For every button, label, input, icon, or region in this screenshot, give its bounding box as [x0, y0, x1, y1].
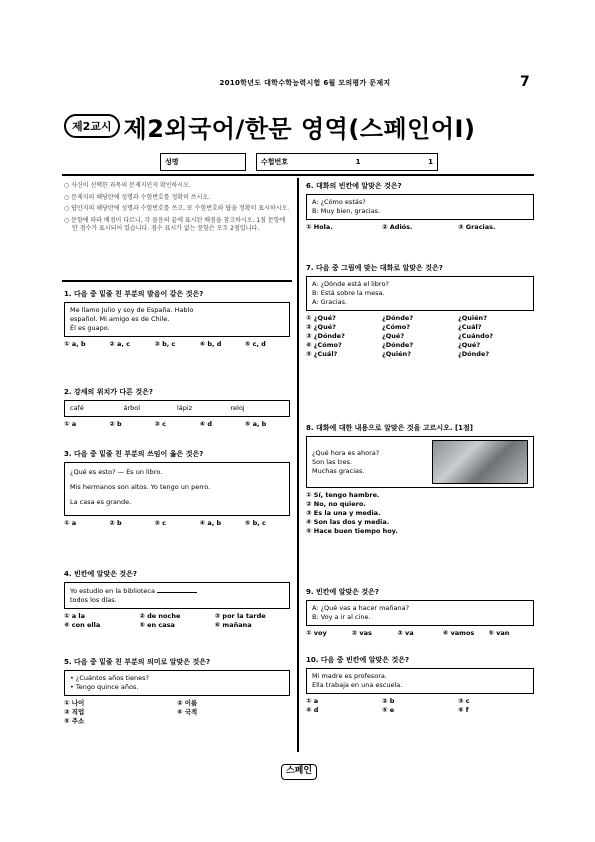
exam-title-block [64, 108, 524, 144]
choice[interactable]: ③ Es la una y media. [306, 509, 381, 517]
name-label: 성명 [165, 158, 179, 166]
question-box [64, 670, 290, 696]
table-cell: ¿Quién? [382, 350, 411, 358]
question-box [306, 276, 534, 311]
choice[interactable]: ④ vamos [442, 629, 475, 637]
question-stem: 8. 대화에 대한 내용으로 알맞은 것을 고르시오. [1점] [306, 424, 473, 432]
table-cell: ¿Cuándo? [458, 332, 494, 340]
choice[interactable]: ① ¿Qué? [306, 314, 336, 322]
choice[interactable]: ⑤ van [488, 629, 510, 637]
question-stem: 1. 다음 중 밑줄 친 부분의 발음이 같은 것은? [64, 290, 204, 298]
question-6 [306, 182, 534, 232]
candidate-info [160, 152, 438, 172]
choice[interactable]: ① Sí, tengo hambre. [306, 491, 380, 499]
box-line: • ¿Cuántos años tienes? [70, 674, 149, 682]
choice[interactable]: ④ 국적 [177, 708, 198, 716]
choice[interactable]: ④ ¿Cómo? [306, 341, 342, 349]
answer-choices [64, 519, 290, 528]
choice[interactable]: ⑤ a, b [244, 420, 267, 428]
question-stem: 5. 다음 중 밑줄 친 부분의 의미로 알맞은 것은? [64, 658, 211, 666]
choice[interactable]: ⑥ mañana [214, 621, 252, 629]
question-box [306, 194, 534, 220]
table-cell: ¿Qué? [382, 332, 405, 340]
choice[interactable]: ③ b, c [154, 340, 176, 348]
exam-number-end: 1 [428, 158, 433, 166]
box-line: español. Mi amigo es de Chile. [70, 315, 170, 323]
box-line: Muchas gracias. [312, 466, 365, 475]
choice[interactable]: ④ a, b [199, 519, 222, 527]
answer-table [306, 314, 534, 359]
question-box [306, 436, 534, 488]
exam-number-label: 수험번호 [261, 158, 289, 166]
choice[interactable]: ③ c [154, 519, 167, 527]
choice[interactable]: ② vas [351, 629, 372, 637]
answer-choices [64, 420, 290, 429]
choice[interactable]: ② b [382, 697, 395, 705]
choice[interactable]: ⑤ ¿Cuál? [306, 350, 338, 358]
name-field[interactable] [160, 153, 246, 171]
box-line: Él es guapo. [70, 324, 110, 332]
choice[interactable]: ⑤ e [382, 706, 395, 714]
choice[interactable]: ⑤ Hace buen tiempo hoy. [306, 527, 398, 535]
box-line: A: Gracias. [312, 298, 348, 306]
choice[interactable]: ⑤ b, c [244, 519, 266, 527]
question-stem: 9. 빈칸에 알맞은 것은? [306, 588, 379, 596]
choice[interactable]: ① a, b [64, 340, 86, 348]
question-5 [64, 658, 290, 726]
question-box [306, 600, 534, 626]
notes-divider [62, 280, 292, 282]
choice[interactable]: ① a la [64, 612, 86, 620]
table-cell: ¿Dónde? [382, 314, 414, 322]
table-cell: ¿Cuál? [458, 323, 482, 331]
table-cell: ¿Cómo? [382, 323, 411, 331]
box-line: B: Voy a ir al cine. [312, 613, 371, 621]
question-1 [64, 290, 290, 349]
note-item: ○ 문항에 따라 배점이 다르니, 각 물음의 끝에 표시된 배점을 참고하시오. 1점 문항에만 점수가 표시되어 있습니다. 점수 표시가 없는 문항은 모두 2점입니다. [64, 216, 286, 232]
table-cell: ¿Quién? [458, 314, 487, 322]
box-word: café [70, 404, 84, 412]
exam-notes [64, 182, 290, 237]
box-line: A: ¿Dónde está el libro? [312, 280, 389, 288]
choice[interactable]: ④ Son las dos y media. [306, 518, 390, 526]
question-stem: 10. 다음 중 빈칸에 알맞은 것은? [306, 656, 410, 664]
note-item: ○ 자신이 선택한 과목의 문제지인지 확인하시오. [64, 182, 191, 189]
box-word: lápiz [177, 404, 193, 412]
box-line: Son las tres. [312, 457, 353, 466]
question-2 [64, 388, 290, 429]
answer-choices [306, 223, 534, 232]
answer-choices [64, 340, 290, 349]
exam-title: 제2외국어/한문 영역(스페인어Ⅰ) [123, 114, 476, 143]
box-line: B: Está sobre la mesa. [312, 289, 385, 297]
subject-footer-mark: 스페인 [281, 764, 317, 780]
choice[interactable]: ③ c [154, 420, 167, 428]
question-box [64, 400, 290, 417]
dialogue-lines [312, 449, 379, 476]
choice[interactable]: ③ 직업 [64, 708, 85, 716]
choice[interactable]: ② No, no quiero. [306, 500, 366, 508]
box-line: La casa es grande. [70, 498, 132, 506]
note-item: ○ 답안지의 해당란에 성명과 수험번호를 쓰고, 또 수험번호와 답을 정확히 표시하시오. [64, 205, 290, 212]
answer-choices [306, 697, 534, 715]
question-7 [306, 264, 534, 359]
box-line [70, 586, 284, 596]
question-stem: 7. 다음 중 그림에 맞는 대화로 알맞은 것은? [306, 264, 443, 272]
question-3 [64, 450, 290, 528]
box-line: ¿Qué hora es ahora? [312, 448, 380, 457]
choice[interactable]: ③ ¿Dónde? [306, 332, 345, 340]
box-line: Mi madre es profesora. [312, 672, 387, 680]
choice[interactable]: ① Hola. [306, 223, 333, 231]
choice[interactable]: ① a [64, 519, 77, 527]
choice[interactable]: ② 이름 [177, 699, 198, 707]
page-number: 7 [520, 74, 530, 90]
choice[interactable]: ② Adiós. [382, 223, 413, 231]
question-4 [64, 570, 290, 630]
question-stem: 3. 다음 중 밑줄 친 부분의 쓰임이 옳은 것은? [64, 450, 204, 458]
choice[interactable]: ③ Gracias. [458, 223, 496, 231]
choice[interactable]: ② b [109, 519, 122, 527]
choice[interactable]: ⑤ c, d [244, 340, 266, 348]
box-line: Ella trabaja en una escuela. [312, 681, 403, 689]
choice[interactable]: ⑥ f [458, 706, 469, 714]
box-word: árbol [123, 404, 141, 412]
answer-choices [306, 629, 534, 638]
answer-choices [64, 612, 290, 630]
question-9 [306, 588, 534, 638]
question-8 [306, 424, 534, 536]
choice[interactable]: ④ d [306, 706, 319, 714]
box-line: ¿Qué es esto? — Es un libro. [70, 468, 163, 476]
choice[interactable]: ② de noche [139, 612, 181, 620]
table-cell: ¿Dónde? [458, 350, 490, 358]
choice[interactable]: ④ b, d [199, 340, 222, 348]
answer-choices [306, 491, 534, 536]
box-line: A: ¿Cómo estás? [312, 198, 366, 206]
choice[interactable]: ③ va [397, 629, 414, 637]
box-line: Me llamo Julio y soy de España. Hablo [70, 306, 194, 314]
box-line: • Tengo quince años. [70, 683, 139, 691]
box-line: todos los días. [70, 596, 117, 604]
period-badge: 제2교시 [64, 114, 120, 138]
choice[interactable]: ② a, c [109, 340, 130, 348]
top-divider [62, 174, 534, 176]
table-cell: ¿Dónde? [382, 341, 414, 349]
column-divider [297, 178, 299, 752]
question-stem: 6. 대화의 빈칸에 알맞은 것은? [306, 182, 402, 190]
choice[interactable]: ① a [306, 697, 319, 705]
question-box [306, 668, 534, 694]
box-line: A: ¿Qué vas a hacer mañana? [312, 604, 410, 612]
choice[interactable]: ② ¿Qué? [306, 323, 336, 331]
question-photo [432, 440, 528, 484]
choice[interactable]: ① 나이 [64, 699, 85, 707]
choice[interactable]: ④ con ella [64, 621, 101, 629]
choice[interactable]: ③ por la tarde [214, 612, 266, 620]
choice[interactable]: ① voy [306, 629, 327, 637]
question-10 [306, 656, 534, 715]
choice[interactable]: ⑤ en casa [139, 621, 175, 629]
table-cell: ¿Qué? [458, 341, 481, 349]
choice[interactable]: ③ c [458, 697, 470, 705]
question-box [64, 302, 290, 337]
note-item: ○ 문제지의 해당란에 성명과 수험번호를 정확히 쓰시오. [64, 193, 211, 201]
choice[interactable]: ① a [64, 420, 77, 428]
choice[interactable]: ⑤ 주소 [64, 717, 85, 725]
question-box [64, 582, 290, 609]
answer-blank [157, 586, 197, 593]
box-word: reloj [230, 404, 245, 412]
question-stem: 4. 빈칸에 알맞은 것은? [64, 570, 137, 578]
answer-choices [64, 699, 290, 726]
question-stem: 2. 강세의 위치가 다른 것은? [64, 388, 153, 396]
exam-header: 2010학년도 대학수학능력시험 6월 모의평가 문제지 [219, 79, 391, 87]
box-text: Yo estudio en la biblioteca [70, 587, 155, 595]
exam-number-field[interactable] [256, 153, 438, 171]
choice[interactable]: ④ d [199, 420, 213, 428]
box-line: Mis hermanos son altos. Yo tengo un perro. [70, 483, 211, 491]
box-line: B: Muy bien, gracias. [312, 207, 381, 215]
question-box [64, 462, 290, 516]
exam-number-mid: 1 [355, 158, 361, 166]
choice[interactable]: ② b [109, 420, 122, 428]
